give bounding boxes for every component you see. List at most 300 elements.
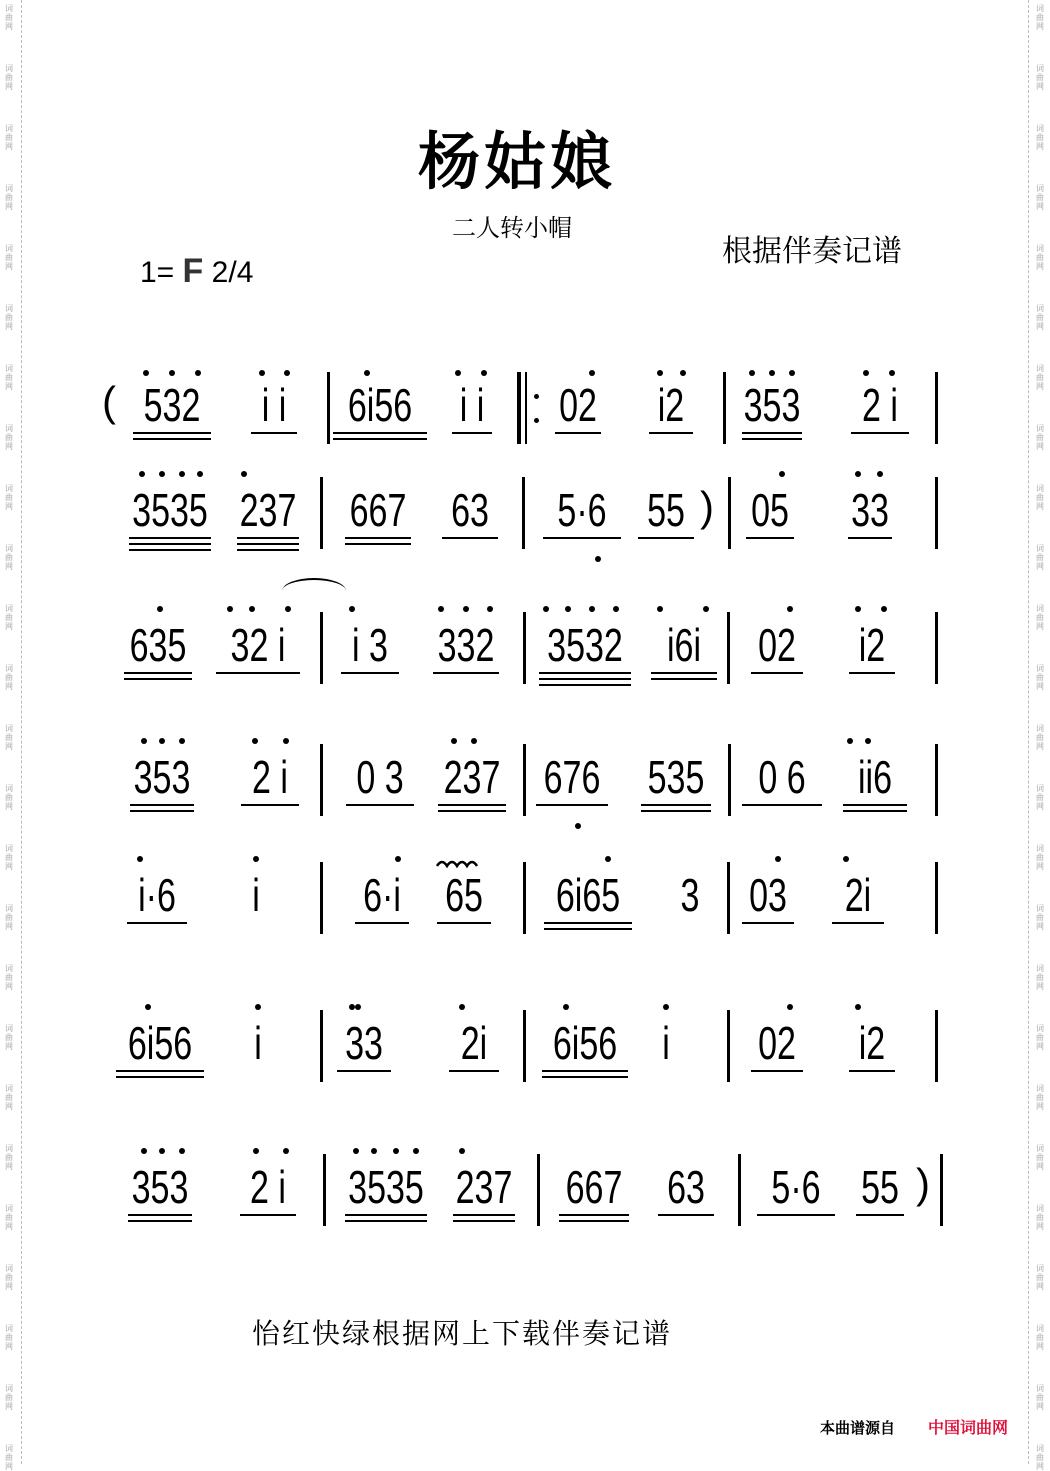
note-group <box>244 1162 293 1212</box>
rhythm-underline <box>345 1214 427 1216</box>
note-group <box>348 752 412 802</box>
note-text: 2 i <box>252 751 288 803</box>
rhythm-underline <box>658 1214 714 1216</box>
rhythm-underline <box>129 543 211 545</box>
rhythm-underline <box>539 684 631 686</box>
rhythm-underline <box>536 804 608 806</box>
rhythm-underline <box>355 922 409 924</box>
watermark-text: 词 曲 网 <box>5 724 13 751</box>
rhythm-underline <box>851 432 909 434</box>
note-group <box>356 870 407 920</box>
rhythm-underline <box>437 922 491 924</box>
rhythm-underline <box>216 672 300 674</box>
watermark-text: 词 曲 网 <box>5 784 13 811</box>
barline <box>320 744 323 816</box>
watermark-text: 词 曲 网 <box>1036 484 1044 511</box>
octave-dot <box>259 370 265 376</box>
octave-dot <box>589 370 595 376</box>
watermark-text: 词 曲 网 <box>1036 1204 1044 1231</box>
octave-dot <box>364 370 370 376</box>
rhythm-underline <box>341 672 399 674</box>
note-text: 3535 <box>348 1161 424 1213</box>
rhythm-underline <box>742 804 822 806</box>
rhythm-underline <box>849 672 895 674</box>
rhythm-underline <box>128 1214 192 1216</box>
note-text: 6i56 <box>347 379 413 431</box>
note-group <box>549 485 615 535</box>
source-credit: 本曲谱源自 <box>820 1419 896 1437</box>
note-text: i i <box>261 379 287 431</box>
rhythm-underline <box>133 432 211 434</box>
octave-dot <box>575 823 581 829</box>
rhythm-underline <box>237 537 299 539</box>
watermark-text: 词 曲 网 <box>1036 964 1044 991</box>
note-text: 353 <box>743 379 801 431</box>
note-group <box>253 1018 263 1068</box>
octave-dot <box>459 1004 465 1010</box>
watermark-text: 词 曲 网 <box>1036 1384 1044 1411</box>
note-group <box>840 870 876 920</box>
rhythm-underline <box>843 810 907 812</box>
barline <box>523 744 526 816</box>
barline <box>738 1154 741 1226</box>
note-text: 32 i <box>230 619 286 671</box>
note-text: i <box>662 1017 670 1069</box>
octave-dot <box>157 606 163 612</box>
barline <box>728 477 731 549</box>
octave-dot <box>769 370 775 376</box>
octave-dot <box>863 370 869 376</box>
rhythm-underline <box>333 432 427 434</box>
octave-dot <box>413 1148 419 1154</box>
octave-dot <box>855 1004 861 1010</box>
note-group <box>751 620 802 670</box>
rhythm-underline <box>848 537 892 539</box>
key-letter: F <box>182 252 204 290</box>
octave-dot <box>451 738 457 744</box>
rhythm-underline <box>742 438 802 440</box>
note-text: 332 <box>437 619 495 671</box>
octave-dot <box>855 471 861 477</box>
barline <box>728 744 731 816</box>
note-group <box>346 620 395 670</box>
note-text: 237 <box>455 1161 513 1213</box>
note-group <box>428 620 505 670</box>
note-group <box>119 485 221 535</box>
note-text: i <box>254 1017 262 1069</box>
note-text: i2 <box>858 619 886 671</box>
watermark-text: 词 曲 网 <box>1036 904 1044 931</box>
watermark-text: 词 曲 网 <box>5 64 13 91</box>
octave-dot <box>855 606 861 612</box>
octave-dot <box>481 370 487 376</box>
note-group <box>640 485 691 535</box>
note-group <box>251 870 261 920</box>
note-text: 55 <box>647 484 685 536</box>
note-group <box>438 870 489 920</box>
octave-dot <box>179 1148 185 1154</box>
barline <box>320 862 323 934</box>
octave-dot <box>877 471 883 477</box>
rhythm-underline <box>345 1220 427 1222</box>
octave-dot <box>241 471 247 477</box>
note-text: 535 <box>647 751 705 803</box>
note-group <box>552 380 603 430</box>
rhythm-underline <box>638 537 694 539</box>
rhythm-underline <box>555 432 601 434</box>
octave-dot <box>255 1004 261 1010</box>
note-group <box>534 752 611 802</box>
note-text: i·6 <box>138 869 176 921</box>
rhythm-underline <box>116 1070 204 1072</box>
octave-dot <box>139 471 145 477</box>
watermark-text: 词 曲 网 <box>1036 844 1044 871</box>
transcription-source: 根据伴奏记谱 <box>722 234 902 269</box>
rhythm-underline <box>452 432 492 434</box>
rhythm-underline <box>559 1214 629 1216</box>
note-text: 5·6 <box>771 1161 821 1213</box>
note-group <box>456 1018 492 1068</box>
octave-dot <box>543 606 549 612</box>
octave-dot <box>159 471 165 477</box>
rhythm-underline <box>127 922 187 924</box>
score-line <box>0 485 1050 595</box>
rhythm-underline <box>438 810 506 812</box>
octave-dot <box>253 856 259 862</box>
rhythm-underline <box>237 549 299 551</box>
barline <box>523 862 526 934</box>
note-group <box>556 1162 633 1212</box>
watermark-text: 词 曲 网 <box>1036 64 1044 91</box>
note-text: 33 <box>345 1017 383 1069</box>
octave-dot <box>285 606 291 612</box>
note-group <box>117 1018 204 1068</box>
note-text: 676 <box>543 751 601 803</box>
note-text: 353 <box>133 751 191 803</box>
watermark-text: 词 曲 网 <box>5 1144 13 1171</box>
barline <box>935 1010 938 1082</box>
note-group <box>230 485 307 535</box>
rhythm-underline <box>742 922 794 924</box>
octave-dot <box>353 1148 359 1154</box>
note-group <box>131 870 182 920</box>
octave-dot <box>563 1004 569 1010</box>
octave-dot <box>143 370 149 376</box>
score-line <box>0 1162 1050 1272</box>
octave-dot <box>179 471 185 477</box>
watermark-text: 词 曲 网 <box>1036 304 1044 331</box>
parenthesis: ) <box>916 1160 930 1207</box>
rhythm-underline <box>129 537 211 539</box>
octave-dot <box>355 1004 361 1010</box>
octave-dot <box>613 606 619 612</box>
note-group <box>455 380 488 430</box>
rhythm-underline <box>333 438 427 440</box>
rhythm-underline <box>251 432 297 434</box>
barline <box>940 1154 943 1226</box>
note-text: 02 <box>758 1017 796 1069</box>
parenthesis: ) <box>700 483 714 530</box>
rhythm-underline <box>832 922 884 924</box>
octave-dot <box>459 1148 465 1154</box>
note-group <box>534 620 636 670</box>
watermark-text: 词 曲 网 <box>5 1084 13 1111</box>
octave-dot <box>889 370 895 376</box>
octave-dot <box>393 1148 399 1154</box>
octave-dot <box>487 606 493 612</box>
note-group <box>854 1162 905 1212</box>
barline <box>727 612 730 684</box>
rhythm-underline <box>129 549 211 551</box>
watermark-text: 词 曲 网 <box>5 664 13 691</box>
note-text: 635 <box>129 619 187 671</box>
barline <box>935 477 938 549</box>
barline <box>523 612 526 684</box>
rhythm-underline <box>542 1070 628 1072</box>
note-group <box>444 485 495 535</box>
key-signature <box>140 252 253 291</box>
note-text: 55 <box>861 1161 899 1213</box>
rhythm-underline <box>742 432 802 434</box>
barline <box>727 1010 730 1082</box>
watermark-text: 词 曲 网 <box>5 1324 13 1351</box>
watermark-text: 词 曲 网 <box>5 424 13 451</box>
note-text: 65 <box>445 869 483 921</box>
octave-dot <box>589 606 595 612</box>
rhythm-underline <box>539 672 631 674</box>
octave-dot <box>657 370 663 376</box>
octave-dot <box>179 738 185 744</box>
octave-dot <box>779 471 785 477</box>
note-group <box>335 1162 437 1212</box>
rhythm-underline <box>651 678 717 680</box>
watermark-text: 词 曲 网 <box>5 1204 13 1231</box>
barline <box>935 744 938 816</box>
rhythm-underline <box>559 1220 629 1222</box>
watermark-text: 词 曲 网 <box>1036 664 1044 691</box>
note-text: 2 i <box>862 379 898 431</box>
note-group <box>854 1018 890 1068</box>
rhythm-underline <box>453 1220 515 1222</box>
note-text: i2 <box>858 1017 886 1069</box>
note-group <box>257 380 290 430</box>
watermark-text: 词 曲 网 <box>5 4 13 31</box>
rhythm-underline <box>542 1076 628 1078</box>
note-group <box>542 1018 629 1068</box>
rhythm-underline <box>237 543 299 545</box>
barline <box>537 1154 540 1226</box>
octave-dot <box>787 1004 793 1010</box>
octave-dot <box>283 1148 289 1154</box>
note-text: 63 <box>667 1161 705 1213</box>
rhythm-underline <box>438 804 506 806</box>
octave-dot <box>253 1148 259 1154</box>
barline <box>935 612 938 684</box>
note-text: i2 <box>657 379 685 431</box>
rhythm-underline <box>124 672 192 674</box>
barline <box>323 1154 326 1226</box>
octave-dot <box>159 738 165 744</box>
octave-dot <box>197 471 203 477</box>
watermark-text: 词 曲 网 <box>1036 1144 1044 1171</box>
note-text: i <box>252 869 260 921</box>
note-text: 33 <box>851 484 889 536</box>
note-text: 667 <box>565 1161 623 1213</box>
note-text: 6·i <box>363 869 401 921</box>
rhythm-underline <box>649 432 693 434</box>
octave-dot <box>141 1148 147 1154</box>
note-text: i6i <box>666 619 702 671</box>
note-text: ii6 <box>857 751 893 803</box>
octave-dot <box>137 856 143 862</box>
note-text: 667 <box>349 484 407 536</box>
rhythm-underline <box>641 810 711 812</box>
note-text: 2 i <box>250 1161 286 1213</box>
note-text: 2i <box>460 1017 488 1069</box>
barline <box>723 372 726 444</box>
score-line <box>0 620 1050 730</box>
note-group <box>856 380 905 430</box>
rhythm-underline <box>651 672 717 674</box>
score-line <box>0 752 1050 862</box>
octave-dot <box>789 370 795 376</box>
parenthesis: ( <box>102 378 116 425</box>
watermark-text: 词 曲 网 <box>5 964 13 991</box>
note-text: 237 <box>443 751 501 803</box>
octave-dot <box>159 1148 165 1154</box>
note-text: 6i56 <box>127 1017 193 1069</box>
note-group <box>446 1162 523 1212</box>
octave-dot <box>195 370 201 376</box>
note-text: 353 <box>131 1161 189 1213</box>
octave-dot <box>349 606 355 612</box>
note-group <box>751 1018 802 1068</box>
rhythm-underline <box>543 537 621 539</box>
barline <box>320 477 323 549</box>
watermark-text: 词 曲 网 <box>5 304 13 331</box>
rhythm-underline <box>751 1070 803 1072</box>
score-line <box>0 1018 1050 1128</box>
tie-slur <box>282 578 346 604</box>
watermark-text: 词 曲 网 <box>5 184 13 211</box>
rhythm-underline <box>453 1214 515 1216</box>
rhythm-underline <box>241 804 299 806</box>
rhythm-underline <box>337 1070 391 1072</box>
song-subtitle: 二人转小帽 <box>452 214 572 242</box>
note-group <box>638 752 715 802</box>
watermark-text: 词 曲 网 <box>1036 604 1044 631</box>
note-text: 02 <box>758 619 796 671</box>
barline <box>935 372 938 444</box>
watermark-text: 词 曲 网 <box>5 364 13 391</box>
rhythm-underline <box>544 922 632 924</box>
rhythm-underline <box>130 810 194 812</box>
rhythm-underline <box>843 804 907 806</box>
rhythm-underline <box>128 1220 192 1222</box>
note-group <box>660 1162 711 1212</box>
rhythm-underline <box>116 1076 204 1078</box>
watermark-text: 词 曲 网 <box>1036 1024 1044 1051</box>
watermark-text: 词 曲 网 <box>5 1384 13 1411</box>
note-group <box>744 485 795 535</box>
watermark-text: 词 曲 网 <box>1036 1444 1044 1471</box>
note-text: 05 <box>751 484 789 536</box>
watermark-text: 词 曲 网 <box>1036 724 1044 751</box>
rhythm-underline <box>345 537 411 539</box>
watermark-text: 词 曲 网 <box>5 544 13 571</box>
source-site-link[interactable]: 中国词曲网 <box>928 1418 1009 1437</box>
note-group <box>434 752 511 802</box>
octave-dot <box>283 738 289 744</box>
note-group <box>677 870 703 920</box>
rhythm-underline <box>641 804 711 806</box>
octave-dot <box>605 856 611 862</box>
note-text: i 3 <box>352 619 388 671</box>
note-group <box>122 1162 199 1212</box>
octave-dot <box>438 606 444 612</box>
octave-dot <box>865 738 871 744</box>
song-title: 杨姑娘 <box>418 125 617 198</box>
octave-dot <box>252 738 258 744</box>
note-text: 63 <box>451 484 489 536</box>
note-text: 3 <box>680 869 700 921</box>
rhythm-underline <box>346 804 414 806</box>
score-line <box>0 380 1050 490</box>
score-line <box>0 870 1050 980</box>
note-text: 6i56 <box>552 1017 618 1069</box>
note-text: i i <box>459 379 485 431</box>
rhythm-underline <box>124 678 192 680</box>
watermark-text: 词 曲 网 <box>5 1444 13 1471</box>
rhythm-underline <box>133 438 211 440</box>
octave-dot <box>141 738 147 744</box>
watermark-text: 词 曲 网 <box>5 844 13 871</box>
barline <box>727 862 730 934</box>
note-text: 5·6 <box>557 484 607 536</box>
note-group <box>661 1018 671 1068</box>
note-group <box>854 620 890 670</box>
watermark-text: 词 曲 网 <box>1036 784 1044 811</box>
note-group <box>653 380 689 430</box>
watermark-text: 词 曲 网 <box>1036 4 1044 31</box>
note-group <box>340 485 417 535</box>
octave-dot <box>595 556 601 562</box>
note-group <box>852 752 898 802</box>
rhythm-underline <box>449 1070 499 1072</box>
watermark-text: 词 曲 网 <box>5 484 13 511</box>
note-group <box>763 1162 829 1212</box>
octave-dot <box>455 370 461 376</box>
rhythm-underline <box>345 543 411 545</box>
octave-dot <box>371 1148 377 1154</box>
octave-dot <box>249 606 255 612</box>
time-signature: 2/4 <box>211 256 254 289</box>
octave-dot <box>847 738 853 744</box>
octave-dot <box>657 606 663 612</box>
note-text: 3535 <box>132 484 208 536</box>
barline <box>523 1010 526 1082</box>
note-group <box>661 620 707 670</box>
watermark-text: 词 曲 网 <box>5 1024 13 1051</box>
watermark-text: 词 曲 网 <box>5 904 13 931</box>
barline <box>327 372 330 444</box>
octave-dot <box>395 856 401 862</box>
repeat-start-sign <box>517 372 545 444</box>
note-group <box>134 380 211 430</box>
note-text: 237 <box>239 484 297 536</box>
octave-dot <box>680 370 686 376</box>
note-text: 2i <box>844 869 872 921</box>
